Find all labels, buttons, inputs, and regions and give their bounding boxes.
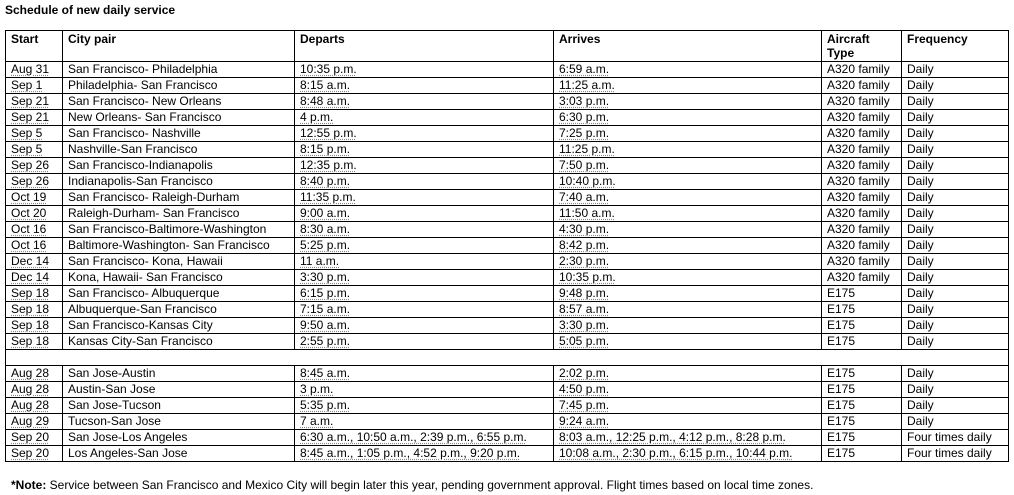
- cell-city-pair: Philadelphia- San Francisco: [63, 78, 295, 94]
- header-aircraft-type: Aircraft Type: [822, 31, 902, 62]
- cell-aircraft-type: A320 family: [822, 222, 902, 238]
- cell-departs: 10:35 p.m.: [295, 62, 554, 78]
- table-row: [6, 142, 1009, 158]
- cell-aircraft-type: E175: [822, 366, 902, 382]
- cell-aircraft-type: A320 family: [822, 94, 902, 110]
- cell-frequency: Four times daily: [902, 446, 1009, 462]
- cell-aircraft-type: A320 family: [822, 142, 902, 158]
- cell-aircraft-type: E175: [822, 430, 902, 446]
- cell-aircraft-type: A320 family: [822, 174, 902, 190]
- table-row: [6, 302, 1009, 318]
- cell-aircraft-type: E175: [822, 382, 902, 398]
- cell-arrives: 10:35 p.m.: [554, 270, 822, 286]
- cell-aircraft-type: A320 family: [822, 126, 902, 142]
- cell-departs: 8:45 a.m.: [295, 366, 554, 382]
- cell-start: Oct 16: [6, 222, 63, 238]
- cell-start: Sep 18: [6, 286, 63, 302]
- table-row: [6, 254, 1009, 270]
- cell-city-pair: San Jose-Los Angeles: [63, 430, 295, 446]
- table-row: [6, 158, 1009, 174]
- cell-arrives: 10:08 a.m., 2:30 p.m., 6:15 p.m., 10:44 p.m.: [554, 446, 822, 462]
- cell-arrives: 11:25 a.m.: [554, 78, 822, 94]
- cell-city-pair: San Francisco- Raleigh-Durham: [63, 190, 295, 206]
- cell-departs: 8:45 a.m., 1:05 p.m., 4:52 p.m., 9:20 p.m.: [295, 446, 554, 462]
- cell-arrives: 11:25 p.m.: [554, 142, 822, 158]
- cell-aircraft-type: E175: [822, 286, 902, 302]
- table-row: [6, 174, 1009, 190]
- cell-city-pair: Nashville-San Francisco: [63, 142, 295, 158]
- cell-start: Sep 5: [6, 126, 63, 142]
- cell-aircraft-type: A320 family: [822, 78, 902, 94]
- cell-start: Sep 26: [6, 174, 63, 190]
- header-arrives: Arrives: [554, 31, 822, 62]
- cell-arrives: 7:40 a.m.: [554, 190, 822, 206]
- cell-frequency: Daily: [902, 254, 1009, 270]
- table-row: [6, 206, 1009, 222]
- cell-departs: 2:55 p.m.: [295, 334, 554, 350]
- cell-city-pair: San Jose-Tucson: [63, 398, 295, 414]
- cell-departs: 3:30 p.m.: [295, 270, 554, 286]
- cell-city-pair: San Jose-Austin: [63, 366, 295, 382]
- cell-city-pair: Raleigh-Durham- San Francisco: [63, 206, 295, 222]
- cell-arrives: 2:02 p.m.: [554, 366, 822, 382]
- table-row: [6, 78, 1009, 94]
- cell-frequency: Daily: [902, 110, 1009, 126]
- cell-aircraft-type: A320 family: [822, 62, 902, 78]
- cell-frequency: Daily: [902, 334, 1009, 350]
- cell-departs: 5:25 p.m.: [295, 238, 554, 254]
- cell-city-pair: San Francisco- Nashville: [63, 126, 295, 142]
- cell-frequency: Daily: [902, 94, 1009, 110]
- cell-frequency: Daily: [902, 238, 1009, 254]
- cell-city-pair: Albuquerque-San Francisco: [63, 302, 295, 318]
- cell-departs: 7:15 a.m.: [295, 302, 554, 318]
- cell-aircraft-type: E175: [822, 302, 902, 318]
- cell-departs: 12:55 p.m.: [295, 126, 554, 142]
- schedule-title: Schedule of new daily service: [5, 3, 176, 17]
- cell-arrives: 3:03 p.m.: [554, 94, 822, 110]
- cell-arrives: 10:40 p.m.: [554, 174, 822, 190]
- cell-aircraft-type: E175: [822, 446, 902, 462]
- cell-arrives: 7:50 p.m.: [554, 158, 822, 174]
- cell-city-pair: San Francisco-Kansas City: [63, 318, 295, 334]
- cell-departs: 9:50 a.m.: [295, 318, 554, 334]
- cell-start: Aug 28: [6, 382, 63, 398]
- table-row: [6, 446, 1009, 462]
- cell-city-pair: San Francisco- Philadelphia: [63, 62, 295, 78]
- cell-frequency: Daily: [902, 206, 1009, 222]
- cell-start: Sep 20: [6, 430, 63, 446]
- cell-frequency: Daily: [902, 302, 1009, 318]
- cell-arrives: 6:30 p.m.: [554, 110, 822, 126]
- schedule-table: [5, 30, 1009, 462]
- cell-start: Sep 18: [6, 302, 63, 318]
- cell-arrives: 8:57 a.m.: [554, 302, 822, 318]
- cell-city-pair: San Francisco-Baltimore-Washington: [63, 222, 295, 238]
- cell-arrives: 2:30 p.m.: [554, 254, 822, 270]
- cell-departs: 9:00 a.m.: [295, 206, 554, 222]
- cell-aircraft-type: A320 family: [822, 238, 902, 254]
- cell-aircraft-type: A320 family: [822, 254, 902, 270]
- cell-frequency: Daily: [902, 366, 1009, 382]
- header-departs: Departs: [295, 31, 554, 62]
- cell-arrives: 9:24 a.m.: [554, 414, 822, 430]
- header-frequency: Frequency: [902, 31, 1009, 62]
- cell-city-pair: Baltimore-Washington- San Francisco: [63, 238, 295, 254]
- cell-departs: 6:15 p.m.: [295, 286, 554, 302]
- cell-frequency: Daily: [902, 222, 1009, 238]
- cell-aircraft-type: A320 family: [822, 206, 902, 222]
- cell-departs: 11:35 p.m.: [295, 190, 554, 206]
- cell-frequency: Daily: [902, 318, 1009, 334]
- cell-start: Aug 28: [6, 366, 63, 382]
- cell-arrives: 8:42 p.m.: [554, 238, 822, 254]
- header-row: [6, 31, 1009, 62]
- table-row: [6, 238, 1009, 254]
- cell-start: Oct 16: [6, 238, 63, 254]
- cell-frequency: Daily: [902, 174, 1009, 190]
- cell-departs: 8:15 p.m.: [295, 142, 554, 158]
- cell-start: Aug 29: [6, 414, 63, 430]
- table-row: [6, 62, 1009, 78]
- table-row: [6, 286, 1009, 302]
- cell-arrives: 7:45 p.m.: [554, 398, 822, 414]
- cell-aircraft-type: A320 family: [822, 158, 902, 174]
- table-row: [6, 318, 1009, 334]
- cell-city-pair: San Francisco- Kona, Hawaii: [63, 254, 295, 270]
- table-row: [6, 190, 1009, 206]
- cell-aircraft-type: E175: [822, 398, 902, 414]
- cell-departs: 8:30 a.m.: [295, 222, 554, 238]
- cell-city-pair: Los Angeles-San Jose: [63, 446, 295, 462]
- cell-departs: 5:35 p.m.: [295, 398, 554, 414]
- cell-frequency: Daily: [902, 158, 1009, 174]
- cell-frequency: Daily: [902, 414, 1009, 430]
- cell-city-pair: Kansas City-San Francisco: [63, 334, 295, 350]
- cell-frequency: Daily: [902, 190, 1009, 206]
- table-row: [6, 334, 1009, 350]
- table-row: [6, 110, 1009, 126]
- cell-start: Aug 31: [6, 62, 63, 78]
- cell-aircraft-type: E175: [822, 414, 902, 430]
- table-row: [6, 414, 1009, 430]
- cell-start: Dec 14: [6, 254, 63, 270]
- cell-frequency: Four times daily: [902, 430, 1009, 446]
- cell-departs: 3 p.m.: [295, 382, 554, 398]
- cell-city-pair: Indianapolis-San Francisco: [63, 174, 295, 190]
- cell-city-pair: San Francisco-Indianapolis: [63, 158, 295, 174]
- cell-frequency: Daily: [902, 62, 1009, 78]
- cell-start: Sep 18: [6, 318, 63, 334]
- cell-start: Sep 26: [6, 158, 63, 174]
- cell-arrives: 4:50 p.m.: [554, 382, 822, 398]
- cell-frequency: Daily: [902, 126, 1009, 142]
- cell-start: Dec 14: [6, 270, 63, 286]
- cell-frequency: Daily: [902, 142, 1009, 158]
- cell-aircraft-type: A320 family: [822, 110, 902, 126]
- cell-city-pair: Kona, Hawaii- San Francisco: [63, 270, 295, 286]
- footnote-text: Service between San Francisco and Mexico City will begin later this year, pending government approval. Flight times based on local time zones.: [46, 478, 814, 492]
- cell-arrives: 3:30 p.m.: [554, 318, 822, 334]
- header-start: Start: [6, 31, 63, 62]
- cell-departs: 4 p.m.: [295, 110, 554, 126]
- cell-frequency: Daily: [902, 286, 1009, 302]
- cell-arrives: 5:05 p.m.: [554, 334, 822, 350]
- cell-aircraft-type: E175: [822, 334, 902, 350]
- cell-departs: 6:30 a.m., 10:50 a.m., 2:39 p.m., 6:55 p.m.: [295, 430, 554, 446]
- cell-city-pair: San Francisco- New Orleans: [63, 94, 295, 110]
- cell-aircraft-type: A320 family: [822, 190, 902, 206]
- cell-city-pair: Tucson-San Jose: [63, 414, 295, 430]
- cell-arrives: 11:50 a.m.: [554, 206, 822, 222]
- cell-frequency: Daily: [902, 382, 1009, 398]
- cell-start: Oct 19: [6, 190, 63, 206]
- cell-departs: 7 a.m.: [295, 414, 554, 430]
- cell-start: Sep 5: [6, 142, 63, 158]
- cell-start: Aug 28: [6, 398, 63, 414]
- cell-aircraft-type: A320 family: [822, 270, 902, 286]
- footnote: [11, 477, 813, 493]
- cell-arrives: 9:48 p.m.: [554, 286, 822, 302]
- cell-start: Sep 1: [6, 78, 63, 94]
- cell-start: Sep 21: [6, 110, 63, 126]
- cell-start: Oct 20: [6, 206, 63, 222]
- cell-city-pair: Austin-San Jose: [63, 382, 295, 398]
- cell-arrives: 7:25 p.m.: [554, 126, 822, 142]
- cell-start: Sep 21: [6, 94, 63, 110]
- cell-departs: 8:40 p.m.: [295, 174, 554, 190]
- cell-aircraft-type: E175: [822, 318, 902, 334]
- cell-arrives: 6:59 a.m.: [554, 62, 822, 78]
- cell-departs: 8:15 a.m.: [295, 78, 554, 94]
- cell-arrives: 4:30 p.m.: [554, 222, 822, 238]
- cell-departs: 12:35 p.m.: [295, 158, 554, 174]
- footnote-label: *Note:: [11, 478, 47, 492]
- cell-frequency: Daily: [902, 270, 1009, 286]
- cell-city-pair: San Francisco- Albuquerque: [63, 286, 295, 302]
- cell-start: Sep 20: [6, 446, 63, 462]
- cell-frequency: Daily: [902, 398, 1009, 414]
- table-row: [6, 222, 1009, 238]
- cell-departs: 11 a.m.: [295, 254, 554, 270]
- cell-frequency: Daily: [902, 78, 1009, 94]
- cell-city-pair: New Orleans- San Francisco: [63, 110, 295, 126]
- table-row: [6, 430, 1009, 446]
- table-row: [6, 382, 1009, 398]
- separator-row: [6, 350, 1009, 366]
- header-city-pair: City pair: [63, 31, 295, 62]
- cell-arrives: 8:03 a.m., 12:25 p.m., 4:12 p.m., 8:28 p.m.: [554, 430, 822, 446]
- table-row: [6, 398, 1009, 414]
- table-row: [6, 126, 1009, 142]
- cell-departs: 8:48 a.m.: [295, 94, 554, 110]
- cell-start: Sep 18: [6, 334, 63, 350]
- table-row: [6, 366, 1009, 382]
- table-row: [6, 270, 1009, 286]
- table-row: [6, 94, 1009, 110]
